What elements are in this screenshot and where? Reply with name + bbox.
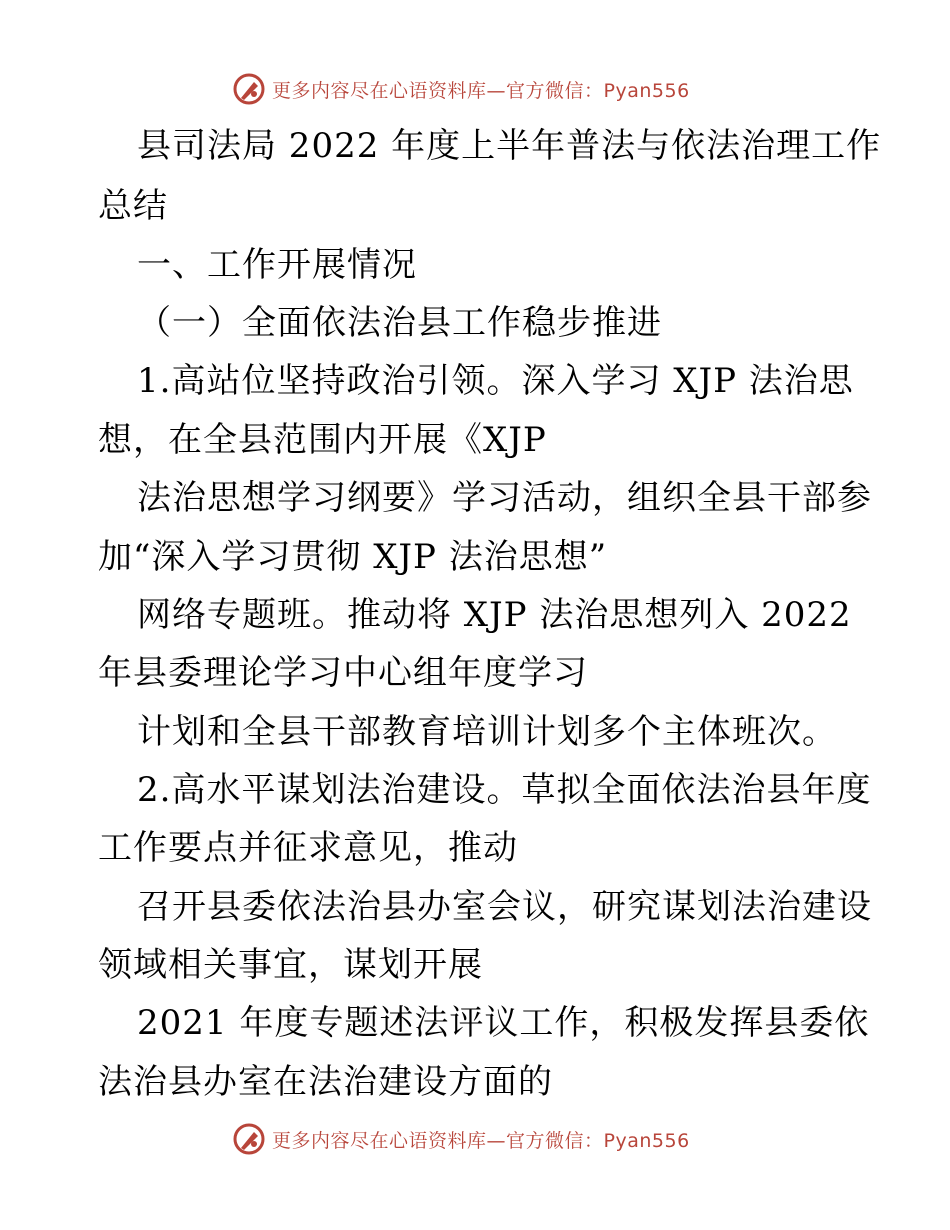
document-title-continued: 总结: [98, 186, 168, 226]
paragraph-line: 2021 年度专题述法评议工作，积极发挥县委依: [137, 1003, 870, 1043]
paragraph-line: 年县委理论学习中心组年度学习: [98, 653, 588, 693]
section-heading: 一、工作开展情况: [137, 245, 417, 285]
document-title: 县司法局 2022 年度上半年普法与依法治理工作: [137, 126, 882, 166]
paragraph-line: 网络专题班。推动将 XJP 法治思想列入 2022: [137, 595, 852, 635]
paragraph-line: 2.高水平谋划法治建设。草拟全面依法治县年度: [137, 770, 872, 810]
paragraph-line: 计划和全县干部教育培训计划多个主体班次。: [137, 712, 837, 752]
paragraph-line: 1.高站位坚持政治引领。深入学习 XJP 法治思: [137, 361, 854, 401]
watermark-text: 更多内容尽在心语资料库—官方微信：Pyan556: [272, 79, 690, 102]
paragraph-line: 工作要点并征求意见，推动: [98, 828, 518, 868]
paragraph-line: 想，在全县范围内开展《XJP: [98, 420, 547, 460]
watermark-text: 更多内容尽在心语资料库—官方微信：Pyan556: [272, 1129, 690, 1152]
watermark-header: [232, 72, 690, 106]
paragraph-line: 法治思想学习纲要》学习活动，组织全县干部参: [137, 478, 872, 518]
paragraph-line: 召开县委依法治县办室会议，研究谋划法治建设: [137, 887, 872, 927]
pen-nib-logo-icon: [232, 1122, 266, 1156]
watermark-footer: [232, 1122, 690, 1156]
paragraph-line: 领域相关事宜，谋划开展: [98, 945, 483, 985]
paragraph-line: 法治县办室在法治建设方面的: [98, 1062, 553, 1102]
paragraph-line: 加“深入学习贯彻 XJP 法治思想”: [98, 537, 608, 577]
pen-nib-logo-icon: [232, 72, 266, 106]
subsection-heading: （一）全面依法治县工作稳步推进: [137, 303, 662, 343]
